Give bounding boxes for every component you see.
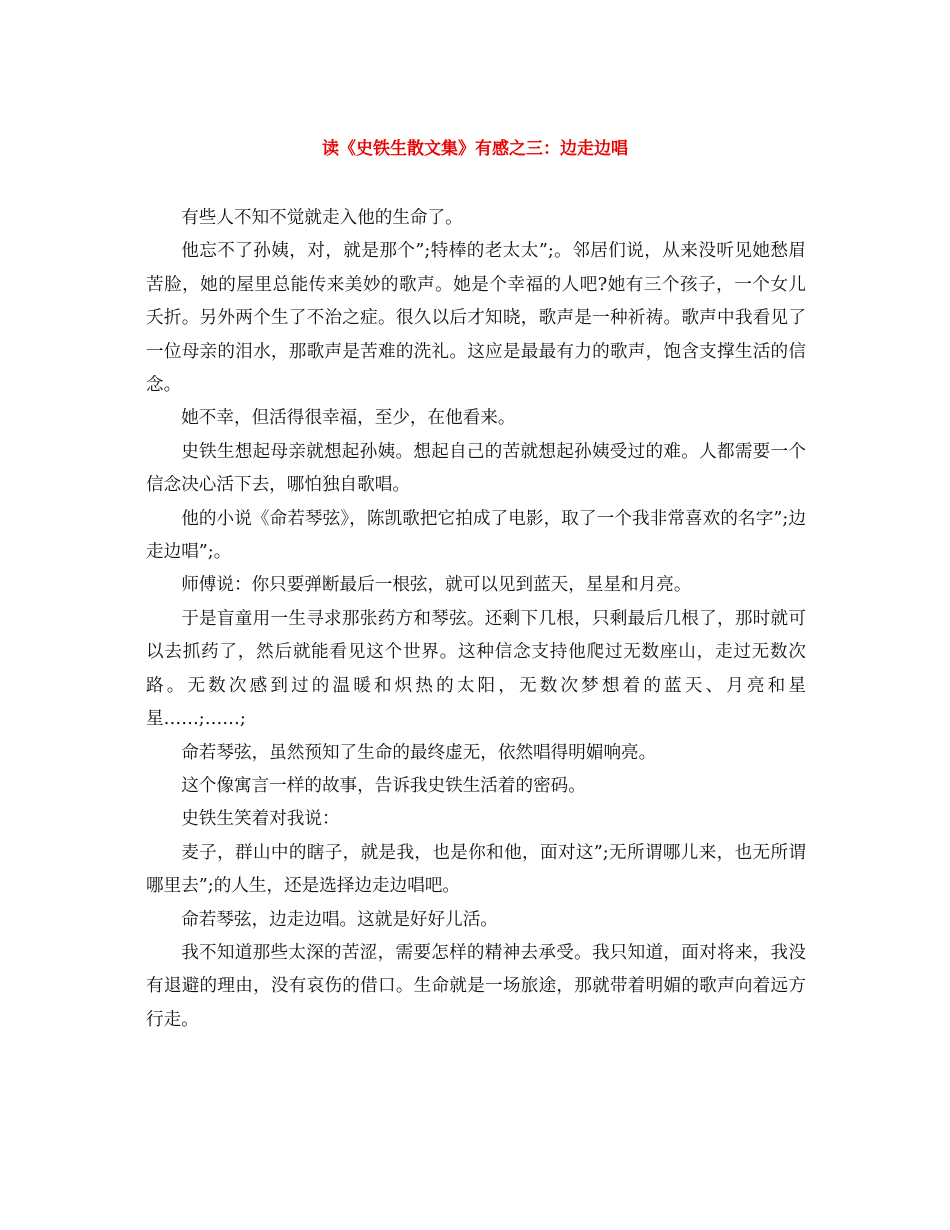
paragraph-5: 他的小说《命若琴弦》，陈凯歌把它拍成了电影，取了一个我非常喜欢的名字”;边走边唱”;。 (146, 508, 806, 563)
paragraph-2: 他忘不了孙姨，对，就是那个”;特棒的老太太”;。邻居们说，从来没听见她愁眉苦脸，她的屋里总能传来美妙的歌声。她是个幸福的人吧?她有三个孩子，一个女儿夭折。另外两个生了不治之症。很久以后才知晓，歌声是一种祈祷。歌声中我看见了一位母亲的泪水，那歌声是苦难的洗礼。这应是最最有力的歌声，饱含支撑生活的信念。 (146, 241, 806, 396)
paragraph-8: 命若琴弦，虽然预知了生命的最终虚无，依然唱得明媚响亮。 (181, 742, 657, 763)
paragraph-1: 有些人不知不觉就走入他的生命了。 (181, 208, 463, 228)
paragraph-9: 这个像寓言一样的故事，告诉我史铁生活着的密码。 (181, 775, 586, 796)
document-body (146, 202, 806, 1037)
paragraph-7: 于是盲童用一生寻求那张药方和琴弦。还剩下几根，只剩最后几根了，那时就可以去抓药了，然后就能看见这个世界。这种信念支持他爬过无数座山，走过无数次路。无数次感到过的温暖和炽热的太阳，无数次梦想着的蓝天、月亮和星星……;……; (146, 608, 806, 730)
document-title: 读《史铁生散文集》有感之三：边走边唱 (322, 139, 628, 159)
paragraph-13: 我不知道那些太深的苦涩，需要怎样的精神去承受。我只知道，面对将来，我没有退避的理由，没有哀伤的借口。生命就是一场旅途，那就带着明媚的歌声向着远方行走。 (146, 942, 806, 1030)
paragraph-4: 史铁生想起母亲就想起孙姨。想起自己的苦就想起孙姨受过的难。人都需要一个信念决心活下去，哪怕独自歌唱。 (146, 441, 806, 496)
paragraph-11: 麦子，群山中的瞎子，就是我，也是你和他，面对这”;无所谓哪儿来，也无所谓哪里去”;的人生，还是选择边走边唱吧。 (146, 842, 806, 897)
paragraph-3: 她不幸，但活得很幸福，至少，在他看来。 (181, 408, 516, 429)
paragraph-6: 师傅说：你只要弹断最后一根弦，就可以见到蓝天，星星和月亮。 (181, 575, 692, 596)
paragraph-12: 命若琴弦，边走边唱。这就是好好儿活。 (181, 909, 498, 930)
paragraph-10: 史铁生笑着对我说： (181, 809, 340, 830)
